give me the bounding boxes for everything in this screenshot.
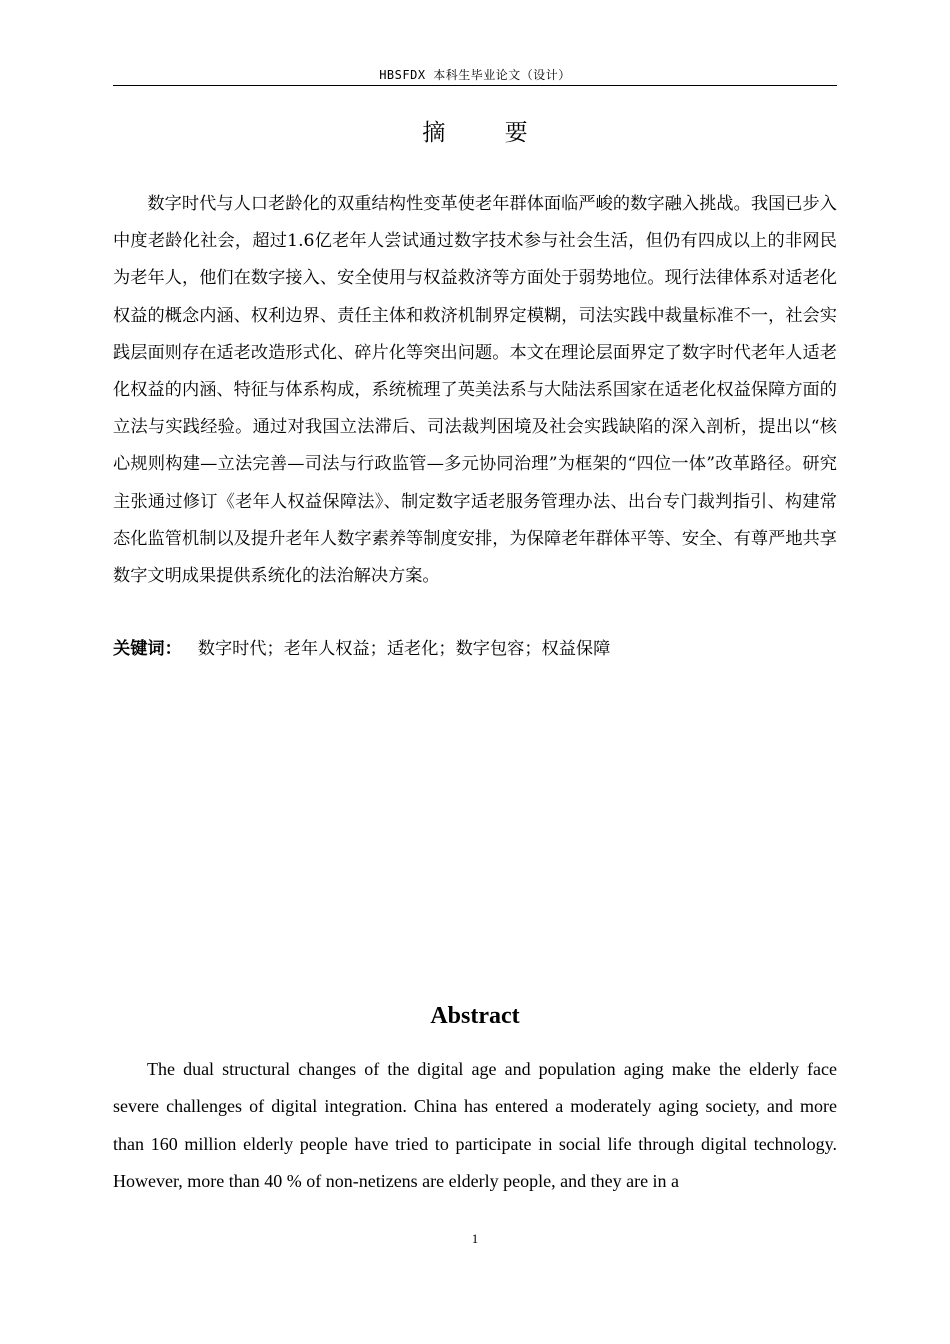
english-abstract-body: The dual structural changes of the digital age and population aging make the elderly face severe challenges of digital integration. China has entered a moderately aging society, and more than 160 million elderly people have tried to participate in social life through digital technology. However, more than 40 % of non-netizens are elderly people, and they are in a — [113, 1059, 837, 1191]
chinese-keywords — [113, 631, 837, 668]
keywords-label: 关键词： — [113, 639, 182, 659]
cn-line: 通过对我国立法滞后、司法裁判困境及社会实践缺陷的深入剖析，提出以“核心规则 — [113, 417, 837, 475]
cn-line: 门裁判指引、构建常态化监管机制以及提升老年人数字素养等制度安排，为保障老年 — [113, 491, 837, 549]
cn-line: 国已步入中度老龄化社会，超过1.6亿老年人尝试通过数字技术参与社会生活，但仍 — [113, 194, 837, 252]
english-abstract-title: Abstract — [430, 1003, 520, 1029]
keywords-list: 数字时代；老年人权益；适老化；数字包容；权益保障 — [197, 639, 611, 659]
cn-line: 群体平等、安全、有尊严地共享数字文明成果提供系统化的法治解决方案。 — [113, 528, 837, 587]
chinese-abstract-title: 摘 要 — [422, 120, 554, 146]
cn-line: 数字时代与人口老龄化的双重结构性变革使老年群体面临严峻的数字融入挑战。我 — [147, 194, 769, 214]
cn-line: 突出问题。本文在理论层面界定了数字时代老年人适老化权益的内涵、特征与体系构 — [113, 342, 837, 401]
chinese-abstract-body — [113, 186, 837, 595]
cn-line: 构建—立法完善—司法与行政监管—多元协同治理”为框架的“四位一体”改革路 — [165, 454, 768, 475]
cn-line: 径。研究主张通过修订《老年人权益保障法》、制定数字适老服务管理办法、出台专 — [113, 454, 837, 512]
cn-line: 势地位。现行法律体系对适老化权益的概念内涵、权利边界、责任主体和救济机制界 — [113, 268, 837, 326]
page-number: 1 — [471, 1231, 479, 1246]
cn-line: 定模糊，司法实践中裁量标准不一，社会实践层面则存在适老改造形式化、碎片化等 — [113, 305, 837, 363]
page-header-title: HBSFDX 本科生毕业论文（设计） — [379, 68, 571, 82]
header-divider — [113, 85, 837, 86]
cn-line: 有四成以上的非网民为老年人，他们在数字接入、安全使用与权益救济等方面处于弱 — [113, 231, 837, 289]
cn-line: 成，系统梳理了英美法系与大陆法系国家在适老化权益保障方面的立法与实践经验。 — [113, 380, 837, 438]
